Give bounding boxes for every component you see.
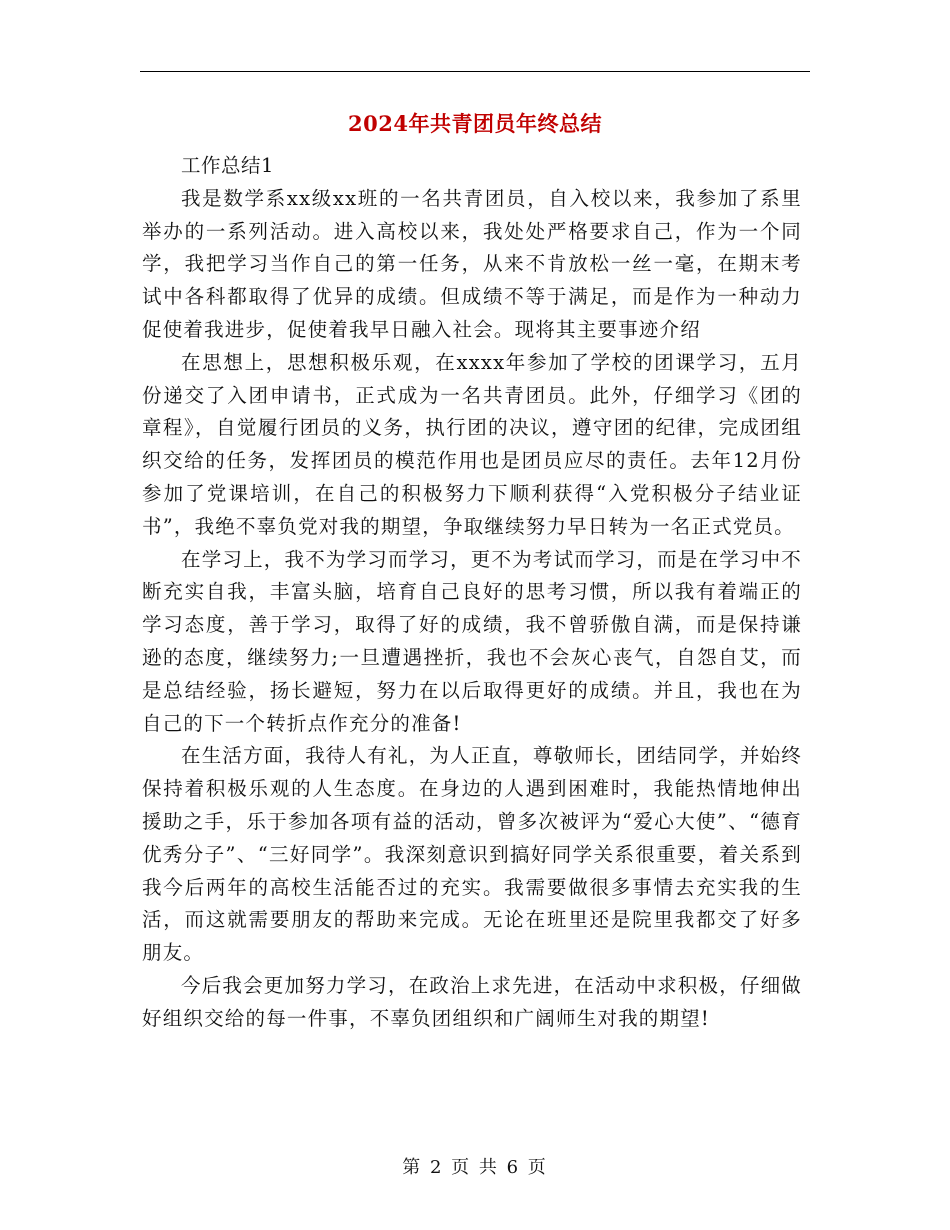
page-indicator: 第 2 页 共 6 页 xyxy=(402,1157,548,1178)
paragraph-intro: 我是数学系xx级xx班的一名共青团员，自入校以来，我参加了系里举办的一系列活动。进入高校以来，我处处严格要求自己，作为一个同学，我把学习当作自己的第一任务，从来不肯放松一丝一毫，在期末考试中各科都取得了优异的成绩。但成绩不等于满足，而是作为一种动力促使着我进步，促使着我早日融入社会。现将其主要事迹介绍 xyxy=(142,186,802,341)
section-heading: 工作总结1 xyxy=(181,154,274,177)
document-title: 2024年共青团员年终总结 xyxy=(348,111,602,136)
paragraph-life: 在生活方面，我待人有礼，为人正直，尊敬师长，团结同学，并始终保持着积极乐观的人生态度。在身边的人遇到困难时，我能热情地伸出援助之手，乐于参加各项有益的活动，曾多次被评为“爱心大使”、“德育优秀分子”、“三好同学”。我深刻意识到搞好同学关系很重要，着关系到我今后两年的高校生活能否过的充实。我需要做很多事情去充实我的生活，而这就需要朋友的帮助来完成。无论在班里还是院里我都交了好多朋友。 xyxy=(142,744,803,965)
paragraph-conclusion: 今后我会更加努力学习，在政治上求先进，在活动中求积极，仔细做好组织交给的每一件事，不辜负团组织和广阔师生对我的期望! xyxy=(142,973,803,1030)
paragraph-study: 在学习上，我不为学习而学习，更不为考试而学习，而是在学习中不断充实自我，丰富头脑，培育自己良好的思考习惯，所以我有着端正的学习态度，善于学习，取得了好的成绩，我不曾骄傲自满，而是保持谦逊的态度，继续努力;一旦遭遇挫折，我也不会灰心丧气，自怨自艾，而是总结经验，扬长避短，努力在以后取得更好的成绩。并且，我也在为自己的下一个转折点作充分的准备! xyxy=(142,547,803,735)
paragraph-ideology: 在思想上，思想积极乐观，在xxxx年参加了学校的团课学习，五月份递交了入团申请书，正式成为一名共青团员。此外，仔细学习《团的章程》，自觉履行团员的义务，执行团的决议，遵守团的纪律，完成团组织交给的任务，发挥团员的模范作用也是团员应尽的责任。去年12月份参加了党课培训，在自己的积极努力下顺利获得“入党积极分子结业证书”，我绝不辜负党对我的期望，争取继续努力早日转为一名正式党员。 xyxy=(142,350,802,538)
document-body xyxy=(142,150,802,1036)
header-rule xyxy=(140,71,810,72)
